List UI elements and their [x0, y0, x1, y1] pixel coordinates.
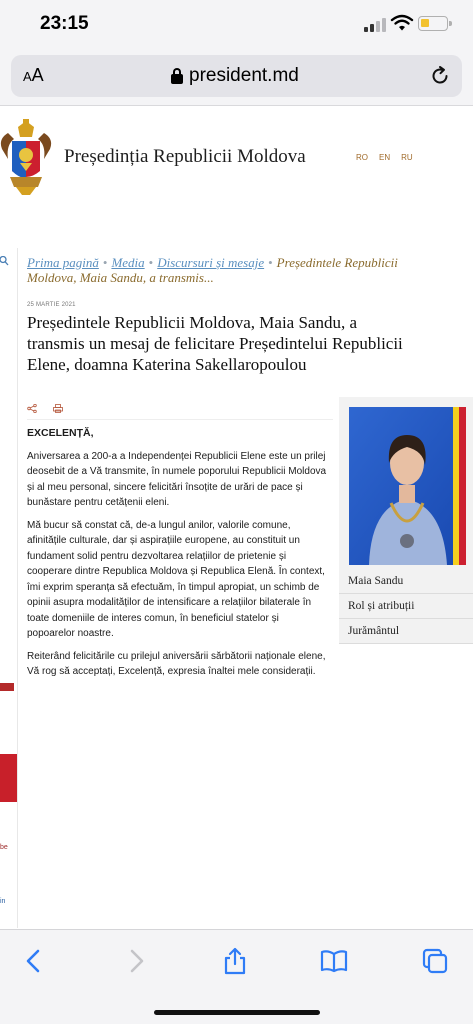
language-switcher: [356, 153, 413, 162]
side-banner-image[interactable]: [0, 754, 17, 802]
sidebar-link-oath[interactable]: Jurământul: [339, 619, 473, 644]
reload-icon[interactable]: [429, 65, 451, 87]
breadcrumb: [27, 255, 445, 285]
search-icon[interactable]: [0, 256, 10, 266]
side-banner-text[interactable]: be: [0, 844, 8, 851]
lang-ru-link[interactable]: RU: [401, 153, 413, 162]
breadcrumb-separator: •: [268, 255, 273, 270]
article-body: [27, 426, 327, 687]
breadcrumb-separator: •: [102, 255, 108, 270]
divider: [27, 419, 333, 420]
article-paragraph: Aniversarea a 200-a a Independenței Republicii Elene este un prilej deosebit de a Vă transmite, în numele poporului Republicii Moldova și al meu personal, sincere felicitări însoțite de urări de pace și bunăstare pentru cetățenii eleni.: [27, 450, 327, 508]
tabs-icon[interactable]: [421, 947, 449, 975]
side-link-text[interactable]: in: [0, 898, 6, 905]
share-icon[interactable]: [27, 404, 37, 413]
sidebar-link-role[interactable]: Rol și atribuții: [339, 594, 473, 619]
breadcrumb-home-link[interactable]: Prima pagină: [27, 255, 99, 270]
article-tools: [27, 404, 63, 413]
url-field[interactable]: [171, 64, 299, 88]
site-header: [0, 107, 473, 229]
status-bar: [0, 0, 473, 48]
sidebar-menu: [339, 569, 473, 644]
article-paragraph: Mă bucur să constat că, de-a lungul anilor, valorile comune, afinitățile culturale, dar și aspirațiile europene, au constituit un fundament solid pentru dezvoltarea relațiilor de prietenie și cooperare dintre Republica Moldova și Republica Elenă. În context, îmi exprim speranța să efectuăm, în timpul apropiat, un schimb de opinii asupra modalităților de intensificare a relațiilor bilaterale în toate domeniile de interes comun, în beneficiul statelor și popoarelor noastre.: [27, 519, 325, 639]
article-paragraph: Reiterând felicitările cu prilejul aniversării sărbătorii naționale elene, Vă rog să acceptați, Excelență, expresia înaltei mele considerații.: [27, 650, 326, 677]
article-title: Președintele Republicii Moldova, Maia Sandu, a transmis un mesaj de felicitare Președintelui Republicii Elene, doamna Katerina Sakellaropoulou: [27, 313, 403, 374]
address-bar[interactable]: [11, 55, 462, 97]
browser-toolbar: [0, 48, 473, 106]
article-date: 25 MARTIE 2021: [27, 302, 76, 308]
share-icon[interactable]: [221, 947, 249, 975]
battery-icon: [418, 16, 448, 31]
president-portrait-photo[interactable]: [349, 407, 466, 565]
breadcrumb-separator: •: [148, 255, 154, 270]
lang-ro-link[interactable]: RO: [356, 153, 368, 162]
coat-of-arms-logo[interactable]: [0, 119, 52, 197]
home-indicator[interactable]: [154, 1010, 320, 1015]
breadcrumb-media-link[interactable]: Media: [111, 255, 145, 270]
url-text: president.md: [189, 65, 299, 86]
back-icon[interactable]: [20, 947, 48, 975]
forward-icon[interactable]: [122, 947, 150, 975]
lang-en-link[interactable]: EN: [379, 153, 391, 162]
side-banner-stripe: [0, 683, 14, 691]
signal-icon: [364, 18, 386, 32]
lock-icon: [171, 68, 183, 84]
browser-bottom-toolbar: [0, 929, 473, 1024]
article-greeting: EXCELENȚĂ,: [27, 427, 94, 439]
reader-settings-button[interactable]: AA: [23, 65, 44, 85]
status-time: 23:15: [40, 13, 89, 34]
print-icon[interactable]: [53, 404, 63, 413]
site-title[interactable]: Președinția Republicii Moldova: [64, 146, 306, 167]
bookmarks-icon[interactable]: [320, 947, 348, 975]
wifi-icon: [390, 14, 414, 32]
sidebar: [339, 397, 473, 643]
breadcrumb-speeches-link[interactable]: Discursuri și mesaje: [157, 255, 265, 270]
left-side-column: [0, 248, 18, 928]
breadcrumb-current: Președintele Republicii Moldova, Maia Sandu, a transmis...: [27, 255, 398, 285]
sidebar-link-maia-sandu[interactable]: Maia Sandu: [339, 569, 473, 594]
